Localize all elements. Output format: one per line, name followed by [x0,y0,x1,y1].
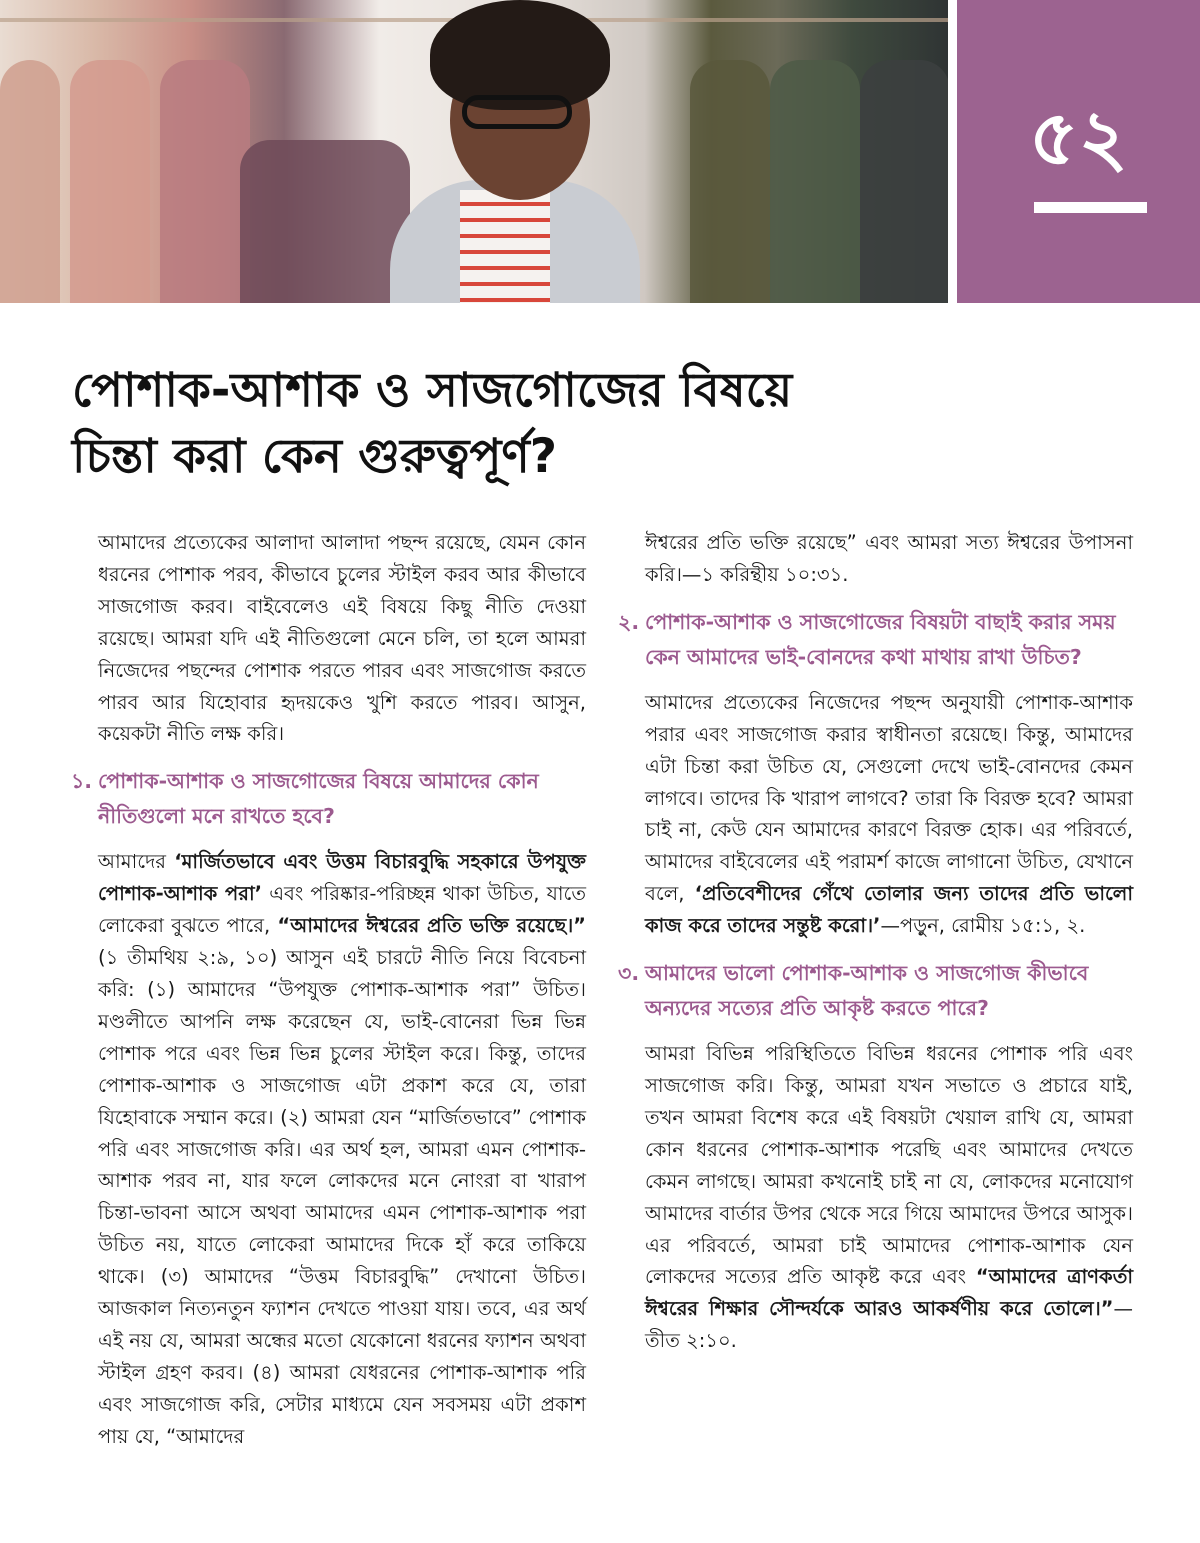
person-glasses [462,95,572,129]
page-title: পোশাক-আশাক ও সাজগোজের বিষয়ে চিন্তা করা কেন গুরুত্বপূর্ণ? [72,363,793,484]
text-run: (১ তীমথিয় ২:৯, ১০) আসুন এই চারটে নীতি নিয়ে বিবেচনা করি: (১) আমাদের “উপযুক্ত পোশাক-আশাক পরা” উচিত। মণ্ডলীতে আপনি লক্ষ করেছেন যে, ভাই-বোনেরা ভিন্ন ভিন্ন পোশাক পরে এবং ভিন্ন ভিন্ন চুলের স্টাইল করে। কিন্তু, তাদের পোশাক-আশাক ও সাজগোজ এটা প্রকাশ করে যে, তারা যিহোবাকে সম্মান করে। (২) আমরা যেন “মার্জিতভাবে” পোশাক পরি এবং সাজগোজ করি। এর অর্থ হল, আমরা এমন পোশাক-আশাক পরব না, যার ফলে লোকদের মনে নোংরা বা খারাপ চিন্তা-ভাবনা আসে অথবা আমাদের এমন পোশাক-আশাক পরা উচিত নয়, যাতে লোকেরা আমাদের দিকে হাঁ করে তাকিয়ে থাকে। (৩) আমাদের “উত্তম বিচারবুদ্ধি” দেখানো উচিত। আজকাল নিত্যনতুন ফ্যাশন দেখতে পাওয়া যায়। তবে, এর অর্থ এই নয় যে, আমরা অন্ধের মতো যেকোনো ধরনের ফ্যাশন অথবা স্টাইল গ্রহণ করব। (৪) আমরা যেধরনের পোশাক-আশাক পরি এবং সাজগোজ করি, সেটার মাধ্যমে যেন সবসময় এটা প্রকাশ পায় যে, “আমাদের [98,946,586,1448]
section-1-body-continued: ঈশ্বরের প্রতি ভক্তি রয়েছে” এবং আমরা সত্য ঈশ্বরের উপাসনা করি।—১ করিন্থীয় ১০:৩১. [645,531,1133,586]
hero-photo [0,0,948,303]
text-run: আমাদের [98,850,175,874]
section-3-number: ৩. [618,961,640,986]
section-1-question [71,764,586,834]
bold-quote: ‘মার্জিতভাবে এবং উত্তম বিচারবুদ্ধি সহকারে উপযুক্ত পোশাক-আশাক পরা’ [98,850,586,906]
left-column [71,527,586,1467]
right-column [618,527,1133,1371]
bold-quote: ‘প্রতিবেশীদের গেঁথে তোলার জন্য তাদের প্রতি ভালো কাজ করে তাদের সন্তুষ্ট করো।’ [645,882,1133,938]
garment [770,60,860,303]
section-1-number: ১. [71,769,93,794]
section-2-question [618,605,1133,675]
garment [0,60,60,303]
bold-quote: “আমাদের ঈশ্বরের প্রতি ভক্তি রয়েছে।” [277,914,586,938]
intro-paragraph: আমাদের প্রত্যেকের আলাদা আলাদা পছন্দ রয়েছে, যেমন কোন ধরনের পোশাক পরব, কীভাবে চুলের স্টাইল করব আর কীভাবে সাজগোজ করব। বাইবেলেও এই বিষয়ে কিছু নীতি দেওয়া রয়েছে। আমরা যদি এই নীতিগুলো মেনে চলি, তা হলে আমরা নিজেদের পছন্দের পোশাক পরতে পারব এবং সাজগোজ করতে পারব আর যিহোবার হৃদয়কেও খুশি করতে পারব। আসুন, কয়েকটা নীতি লক্ষ করি। [98,531,586,746]
garment [690,60,770,303]
scripture-reference: —পড়ুন, রোমীয় ১৫:১, ২. [880,914,1086,938]
text-run: এবং পরিষ্কার-পরিচ্ছন্ন থাকা উচিত, যাতে লোকেরা বুঝতে পারে, [98,882,586,938]
lesson-number: ৫২ [1029,93,1128,182]
section-1-question-text: পোশাক-আশাক ও সাজগোজের বিষয়ে আমাদের কোন নীতিগুলো মনে রাখতে হবে? [98,769,539,829]
garment [70,60,150,303]
section-3-question [618,956,1133,1026]
text-run: আমাদের প্রত্যেকের নিজেদের পছন্দ অনুযায়ী পোশাক-আশাক পরার এবং সাজগোজ করার স্বাধীনতা রয়েছে। কিন্তু, আমাদের এটা চিন্তা করা উচিত যে, সেগুলো দেখে ভাই-বোনদের কেমন লাগবে। তাদের কি খারাপ লাগবে? তারা কি বিরক্ত হবে? আমরা চাই না, কেউ যেন আমাদের কারণে বিরক্ত হোক। এর পরিবর্তে, আমাদের বাইবেলের এই পরামর্শ কাজে লাগানো উচিত, যেখানে বলে, [645,690,1133,906]
garment [240,140,410,303]
garment [160,60,250,303]
section-1-body [98,846,586,1452]
lesson-number-underline [1034,202,1147,213]
section-3-body [645,1038,1133,1357]
bold-quote: “আমাদের ত্রাণকর্তা ঈশ্বরের শিক্ষার সৌন্দর্যকে আরও আকর্ষণীয় করে তোলে।” [645,1265,1133,1321]
person-hair [430,0,610,110]
section-2-body [645,687,1133,942]
section-2-question-text: পোশাক-আশাক ও সাজগোজের বিষয়টা বাছাই করার সময় কেন আমাদের ভাই-বোনদের কথা মাথায় রাখা উচিত? [645,609,1116,669]
section-2-number: ২. [618,609,640,634]
lesson-number-badge [957,0,1200,303]
text-run: আমরা বিভিন্ন পরিস্থিতিতে বিভিন্ন ধরনের পোশাক পরি এবং সাজগোজ করি। কিন্তু, আমরা যখন সভাতে ও প্রচারে যাই, তখন আমরা বিশেষ করে এই বিষয়টা খেয়াল রাখি যে, আমরা কোন ধরনের পোশাক-আশাক পরেছি এবং আমাদের দেখতে কেমন লাগছে। আমরা কখনোই চাই না যে, লোকদের মনোযোগ আমাদের বার্তার উপর থেকে সরে গিয়ে আমাদের উপরে আসুক। এর পরিবর্তে, আমরা চাই আমাদের পোশাক-আশাক যেন লোকদের সত্যের প্রতি আকৃষ্ট করে এবং [645,1042,1133,1289]
person-shirt [460,190,550,303]
garment [860,60,948,303]
section-3-question-text: আমাদের ভালো পোশাক-আশাক ও সাজগোজ কীভাবে অন্যদের সত্যের প্রতি আকৃষ্ট করতে পারে? [645,961,1089,1021]
scripture-reference: —তীত ২:১০. [645,1297,1133,1353]
